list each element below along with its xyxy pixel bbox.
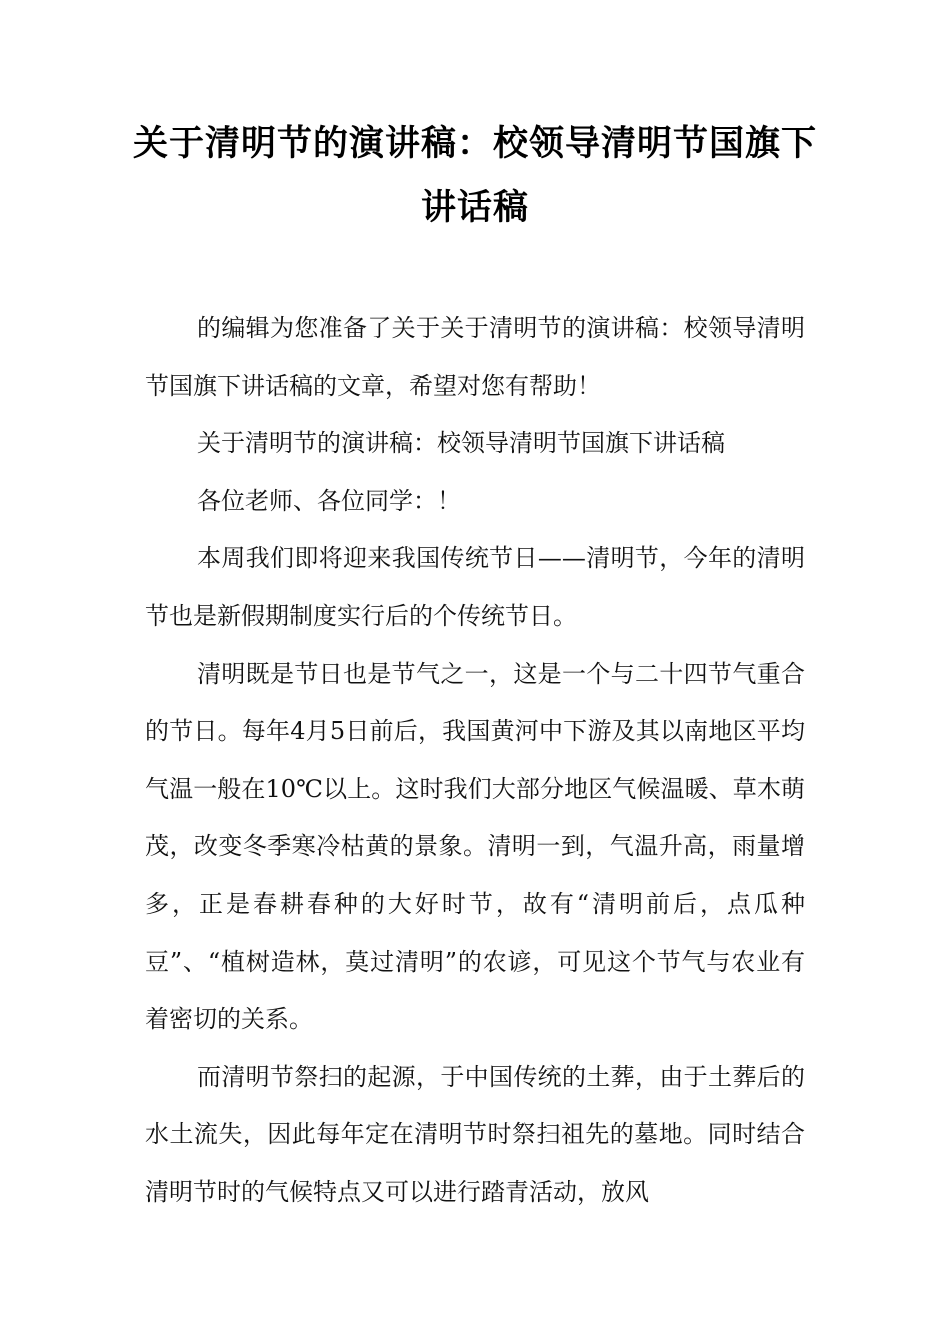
paragraph-greeting: 各位老师、各位同学：！: [197, 486, 461, 515]
paragraph-subtitle: 关于清明节的演讲稿：校领导清明节国旗下讲话稿: [197, 429, 725, 458]
paragraph-qingming-intro: 本周我们即将迎来我国传统节日——清明节，今年的清明节也是新假期制度实行后的个传统节日。: [145, 544, 805, 630]
paragraph-origin: 而清明节祭扫的起源，于中国传统的土葬，由于土葬后的水土流失，因此每年定在清明节时祭扫祖先的墓地。同时结合清明节时的气候特点又可以进行踏青活动，放风: [145, 1062, 805, 1206]
paragraph-intro: 的编辑为您准备了关于关于清明节的演讲稿：校领导清明节国旗下讲话稿的文章，希望对您有帮助！: [145, 314, 805, 400]
document-body: [145, 300, 805, 1222]
paragraph-solar-term: 清明既是节日也是节气之一，这是一个与二十四节气重合的节日。每年4月5日前后，我国黄河中下游及其以南地区平均气温一般在10℃以上。这时我们大部分地区气候温暖、草木萌茂，改变冬季寒冷枯黄的景象。清明一到，气温升高，雨量增多，正是春耕春种的大好时节，故有“清明前后，点瓜种豆”、“植树造林，莫过清明”的农谚，可见这个节气与农业有着密切的关系。: [145, 659, 805, 1034]
document-title: 关于清明节的演讲稿：校领导清明节国旗下讲话稿: [132, 124, 817, 228]
